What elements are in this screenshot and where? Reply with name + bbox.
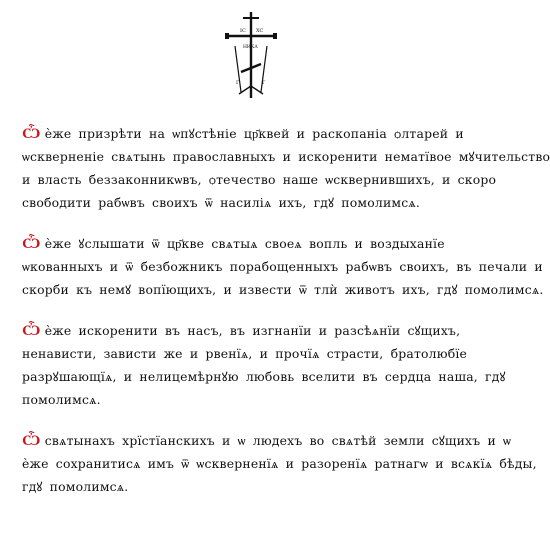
litany-petitions bbox=[22, 122, 550, 516]
petition-line: и власть беззаконникѡвъ, ѻтечество наше ѡсквернившихъ, и скоро bbox=[22, 172, 497, 187]
orthodox-cross-icon bbox=[221, 6, 281, 106]
svg-text:Г: Г bbox=[262, 80, 266, 86]
petition-line: гдꙋ помолимсѧ. bbox=[22, 479, 129, 494]
petition-line: свободити рабѡвъ своихъ ѿ насиліѧ ихъ, гдꙋ помолимсѧ. bbox=[22, 195, 421, 210]
petition-text: ѐже ꙋслышати ѿ цр҃кве свѧтыѧ своеѧ вопль и воздыханїе bbox=[44, 236, 445, 251]
petition-line: помолимсѧ. bbox=[22, 392, 101, 407]
svg-text:ХС: ХС bbox=[256, 28, 264, 34]
petition-3 bbox=[22, 319, 506, 411]
petition-text: ѐже искоренити въ насъ, въ изгнанїи и разсѣѧнїи сꙋщихъ, bbox=[44, 323, 461, 338]
petition-line bbox=[22, 122, 480, 145]
petition-line: ненависти, зависти же и рвенїѧ, и прочїѧ страсти, братолюбїе bbox=[22, 346, 468, 361]
petition-line: ѐже сохранитисѧ имъ ѿ ѡскверненїѧ и разоренїѧ ратнагѡ и всѧкїѧ бѣды, bbox=[22, 456, 537, 471]
petition-line bbox=[22, 232, 480, 255]
petition-line bbox=[22, 429, 512, 452]
svg-text:НИКА: НИКА bbox=[243, 45, 258, 50]
petition-text: ѐже призрѣти на ѡпꙋстѣніе цр҃квей и раскопаніа ѻлтарей и bbox=[44, 126, 464, 141]
red-initial: Ѽ bbox=[22, 431, 41, 449]
petition-line: разрꙋшающїѧ, и нелицемѣрнꙋю любовь вселити въ сердца наша, гдꙋ bbox=[22, 369, 506, 384]
petition-line: ѡкованныхъ и ѿ безбожникъ порабощенныхъ рабѡвъ своихъ, въ печали и bbox=[22, 259, 543, 274]
red-initial: Ѽ bbox=[22, 234, 41, 252]
red-initial: Ѽ bbox=[22, 124, 41, 142]
petition-4 bbox=[22, 429, 537, 498]
red-initial: Ѽ bbox=[22, 321, 41, 339]
petition-line: ѡскверненіе свѧтынь православныхъ и искоренити нематївое мꙋчительство bbox=[22, 149, 550, 164]
petition-line: скорби къ немꙋ вопїющихъ, и извести ѿ тлѝ животъ ихъ, гдꙋ помолимсѧ. bbox=[22, 282, 544, 297]
petition-1 bbox=[22, 122, 550, 214]
svg-text:Г: Г bbox=[236, 80, 240, 86]
petition-2 bbox=[22, 232, 544, 301]
petition-text: свѧтынахъ хрїстїанскихъ и ѡ людехъ во свѧтѣй земли сꙋщихъ и ѡ bbox=[44, 433, 512, 448]
svg-text:ІС: ІС bbox=[240, 28, 246, 34]
petition-line bbox=[22, 319, 480, 342]
